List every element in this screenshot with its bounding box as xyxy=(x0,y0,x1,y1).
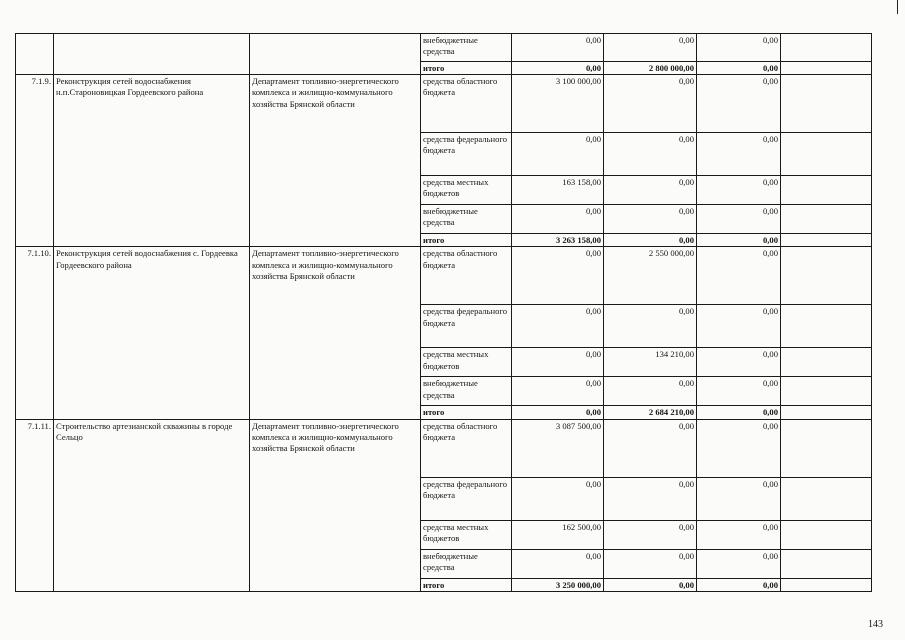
empty-cell xyxy=(781,305,872,348)
page-number: 143 xyxy=(868,619,883,630)
value-cell: 0,00 xyxy=(697,176,781,205)
value-cell: 0,00 xyxy=(604,34,697,62)
funding-source-cell: итого xyxy=(421,578,512,591)
value-cell: 0,00 xyxy=(697,305,781,348)
code-cell xyxy=(16,34,54,75)
funding-source-cell: средства местных бюджетов xyxy=(421,176,512,205)
value-cell: 0,00 xyxy=(512,247,604,305)
value-cell: 134 210,00 xyxy=(604,348,697,377)
funding-source-cell: средства местных бюджетов xyxy=(421,348,512,377)
funding-source-cell: средства областного бюджета xyxy=(421,75,512,133)
funding-source-cell: итого xyxy=(421,406,512,419)
empty-cell xyxy=(781,205,872,234)
item-code: 7.1.10. xyxy=(16,247,54,419)
value-cell: 0,00 xyxy=(604,477,697,520)
value-cell: 0,00 xyxy=(697,578,781,591)
value-cell: 0,00 xyxy=(604,549,697,578)
empty-cell xyxy=(781,247,872,305)
value-cell: 0,00 xyxy=(604,377,697,406)
item-executor: Департамент топливно-энергетического комплекса и жилищно-коммунального хозяйства Брянской области xyxy=(250,419,421,591)
value-cell: 0,00 xyxy=(512,205,604,234)
value-cell: 0,00 xyxy=(697,477,781,520)
value-cell: 0,00 xyxy=(604,578,697,591)
item-name: Реконструкция сетей водоснабжения с. Гордеевка Гордеевского района xyxy=(54,247,250,419)
funding-source-cell: средства областного бюджета xyxy=(421,247,512,305)
page-edge-mark xyxy=(897,0,898,14)
table-row xyxy=(16,34,872,62)
item-executor: Департамент топливно-энергетического комплекса и жилищно-коммунального хозяйства Брянской области xyxy=(250,75,421,247)
value-cell: 0,00 xyxy=(697,234,781,247)
empty-cell xyxy=(781,578,872,591)
item-code: 7.1.9. xyxy=(16,75,54,247)
empty-cell xyxy=(781,34,872,62)
value-cell: 0,00 xyxy=(697,133,781,176)
value-cell: 0,00 xyxy=(512,348,604,377)
empty-cell xyxy=(781,176,872,205)
value-cell: 162 500,00 xyxy=(512,520,604,549)
value-cell: 0,00 xyxy=(697,549,781,578)
item-name: Реконструкция сетей водоснабжения н.п.Староновицкая Гордеевского района xyxy=(54,75,250,247)
executor-cell xyxy=(250,34,421,75)
funding-source-cell: средства федерального бюджета xyxy=(421,133,512,176)
value-cell: 0,00 xyxy=(512,377,604,406)
value-cell: 2 800 000,00 xyxy=(604,62,697,75)
funding-source-cell: внебюджетные средства xyxy=(421,205,512,234)
value-cell: 0,00 xyxy=(604,176,697,205)
value-cell: 2 684 210,00 xyxy=(604,406,697,419)
table-row xyxy=(16,247,872,305)
empty-cell xyxy=(781,520,872,549)
value-cell: 0,00 xyxy=(512,477,604,520)
name-cell xyxy=(54,34,250,75)
value-cell: 0,00 xyxy=(604,133,697,176)
value-cell: 3 100 000,00 xyxy=(512,75,604,133)
value-cell: 0,00 xyxy=(697,520,781,549)
funding-source-cell: внебюджетные средства xyxy=(421,34,512,62)
value-cell: 0,00 xyxy=(697,34,781,62)
value-cell: 0,00 xyxy=(604,305,697,348)
item-code: 7.1.11. xyxy=(16,419,54,591)
budget-table xyxy=(15,33,872,592)
empty-cell xyxy=(781,75,872,133)
value-cell: 0,00 xyxy=(697,406,781,419)
value-cell: 3 087 500,00 xyxy=(512,419,604,477)
value-cell: 0,00 xyxy=(697,348,781,377)
value-cell: 0,00 xyxy=(604,75,697,133)
value-cell: 3 263 158,00 xyxy=(512,234,604,247)
value-cell: 3 250 000,00 xyxy=(512,578,604,591)
empty-cell xyxy=(781,406,872,419)
funding-source-cell: средства областного бюджета xyxy=(421,419,512,477)
empty-cell xyxy=(781,62,872,75)
funding-source-cell: внебюджетные средства xyxy=(421,549,512,578)
funding-source-cell: итого xyxy=(421,234,512,247)
value-cell: 0,00 xyxy=(697,419,781,477)
empty-cell xyxy=(781,419,872,477)
table-row xyxy=(16,419,872,477)
empty-cell xyxy=(781,133,872,176)
funding-source-cell: внебюджетные средства xyxy=(421,377,512,406)
value-cell: 0,00 xyxy=(512,549,604,578)
funding-source-cell: итого xyxy=(421,62,512,75)
item-name: Строительство артезианской скважины в городе Сельцо xyxy=(54,419,250,591)
value-cell: 0,00 xyxy=(697,377,781,406)
value-cell: 0,00 xyxy=(512,133,604,176)
empty-cell xyxy=(781,477,872,520)
value-cell: 0,00 xyxy=(512,62,604,75)
value-cell: 0,00 xyxy=(512,406,604,419)
value-cell: 0,00 xyxy=(604,520,697,549)
value-cell: 2 550 000,00 xyxy=(604,247,697,305)
value-cell: 0,00 xyxy=(512,34,604,62)
value-cell: 0,00 xyxy=(604,419,697,477)
funding-source-cell: средства федерального бюджета xyxy=(421,477,512,520)
funding-source-cell: средства федерального бюджета xyxy=(421,305,512,348)
empty-cell xyxy=(781,234,872,247)
value-cell: 0,00 xyxy=(604,205,697,234)
value-cell: 0,00 xyxy=(512,305,604,348)
value-cell: 0,00 xyxy=(697,62,781,75)
empty-cell xyxy=(781,549,872,578)
table-row xyxy=(16,75,872,133)
item-executor: Департамент топливно-энергетического комплекса и жилищно-коммунального хозяйства Брянской области xyxy=(250,247,421,419)
value-cell: 0,00 xyxy=(697,205,781,234)
value-cell: 0,00 xyxy=(604,234,697,247)
empty-cell xyxy=(781,377,872,406)
value-cell: 0,00 xyxy=(697,247,781,305)
value-cell: 0,00 xyxy=(697,75,781,133)
funding-source-cell: средства местных бюджетов xyxy=(421,520,512,549)
empty-cell xyxy=(781,348,872,377)
value-cell: 163 158,00 xyxy=(512,176,604,205)
